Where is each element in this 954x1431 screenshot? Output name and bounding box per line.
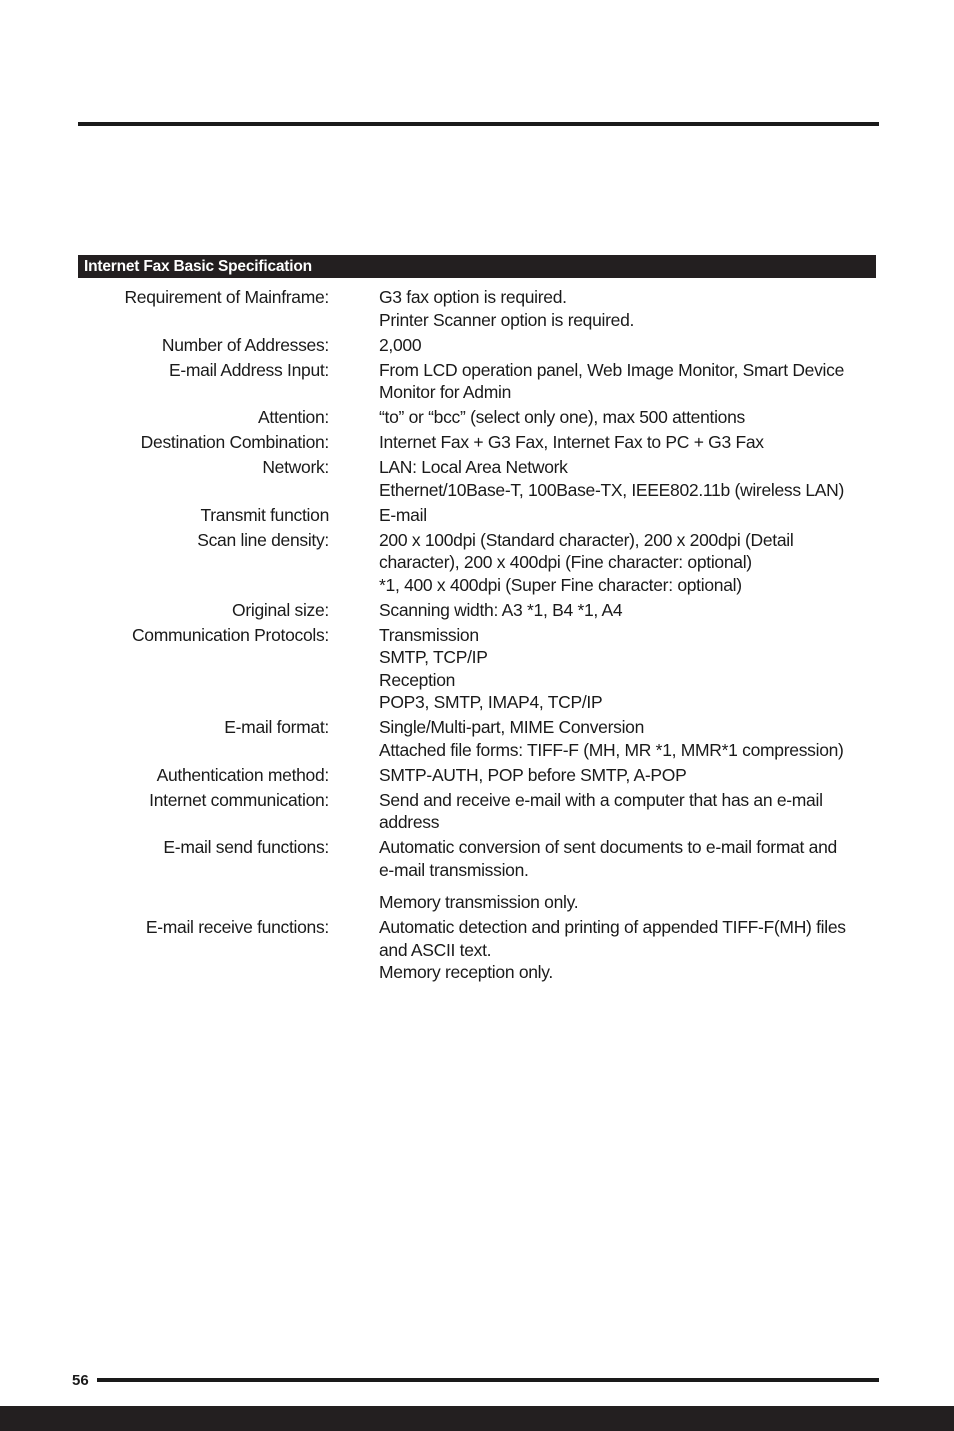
spec-label: E-mail Address Input: <box>168 359 329 380</box>
spec-value-line: LAN: Local Area Network <box>379 457 568 477</box>
spec-value-line: “to” or “bcc” (select only one), max 500 attentions <box>379 407 745 427</box>
spec-value-line: Memory reception only. <box>379 962 553 982</box>
spec-label: Scan line density: <box>197 529 329 550</box>
spec-label: Destination Combination: <box>140 432 329 452</box>
spec-row <box>78 334 878 357</box>
spec-value-line: e-mail transmission. <box>379 859 529 880</box>
spec-value-line: *1, 400 x 400dpi (Super Fine character: optional) <box>379 574 742 595</box>
spec-value-line: Attached file forms: TIFF-F (MH, MR *1, MMR*1 compression) <box>379 739 844 760</box>
spec-value-line: Automatic detection and printing of appended TIFF-F(MH) files <box>379 917 846 937</box>
spec-value-line: Memory transmission only. <box>379 892 579 912</box>
spec-row <box>78 431 878 454</box>
spec-value-line: and ASCII text. <box>379 939 492 960</box>
spec-row <box>78 504 878 527</box>
spec-value-line: POP3, SMTP, IMAP4, TCP/IP <box>379 692 603 712</box>
spec-label: Transmit function <box>200 504 329 525</box>
spec-value-line: SMTP, TCP/IP <box>379 647 488 667</box>
spec-value-line: Reception <box>379 669 456 690</box>
spec-row <box>78 836 878 914</box>
spec-row <box>78 359 878 404</box>
spec-label: Requirement of Mainframe: <box>124 287 329 307</box>
spec-row <box>78 624 878 714</box>
spec-value-line: From LCD operation panel, Web Image Monitor, Smart Device <box>379 359 845 380</box>
spec-value-line: 200 x 100dpi (Standard character), 200 x 200dpi (Detail <box>379 529 794 550</box>
spec-label: Number of Addresses: <box>161 334 329 355</box>
spec-label: Original size: <box>232 599 329 620</box>
header-rule <box>78 122 879 126</box>
spec-value-line: Transmission <box>379 624 479 645</box>
spec-value-line: address <box>379 812 440 832</box>
spec-label: E-mail send functions: <box>163 837 329 857</box>
spec-value <box>379 456 879 501</box>
spec-value <box>379 334 879 357</box>
spec-label: E-mail receive functions: <box>145 917 329 937</box>
section-title: Internet Fax Basic Specification <box>78 255 876 278</box>
spec-value <box>379 764 879 787</box>
spec-value-line: Ethernet/10Base-T, 100Base-TX, IEEE802.11b (wireless LAN) <box>379 479 845 500</box>
spec-value <box>379 716 879 761</box>
spec-value <box>379 789 879 834</box>
spec-value <box>379 431 879 454</box>
spec-label: Internet communication: <box>149 789 329 810</box>
spec-row <box>78 456 878 501</box>
footer-band <box>0 1406 954 1431</box>
spec-row <box>78 529 878 597</box>
page-number: 56 <box>72 1372 89 1389</box>
spec-row <box>78 764 878 787</box>
spec-label: Communication Protocols: <box>131 624 329 645</box>
spec-value <box>379 504 879 527</box>
spec-value <box>379 836 879 914</box>
spec-table <box>78 286 878 986</box>
spec-label: Attention: <box>258 407 329 427</box>
spec-value <box>379 624 879 714</box>
spec-value-line: Internet Fax + G3 Fax, Internet Fax to PC + G3 Fax <box>379 432 764 452</box>
spec-value <box>379 406 879 429</box>
spec-value <box>379 529 879 597</box>
footer-rule <box>97 1378 879 1382</box>
spec-value-line: Monitor for Admin <box>379 382 512 402</box>
spec-label: E-mail format: <box>224 717 329 737</box>
spec-value-line: Printer Scanner option is required. <box>379 309 635 330</box>
spec-value-line: E-mail <box>379 504 427 525</box>
spec-value-line: G3 fax option is required. <box>379 287 567 307</box>
spec-value <box>379 359 879 404</box>
spec-value-line: 2,000 <box>379 334 422 355</box>
spec-label: Authentication method: <box>156 764 329 785</box>
spec-value-line: Single/Multi-part, MIME Conversion <box>379 717 645 737</box>
spec-value <box>379 916 879 984</box>
spec-value-line: character), 200 x 400dpi (Fine character: optional) <box>379 552 752 572</box>
spec-label: Network: <box>262 457 329 477</box>
spec-value-line: Automatic conversion of sent documents to e-mail format and <box>379 837 837 857</box>
spec-value-line: Scanning width: A3 *1, B4 *1, A4 <box>379 599 623 620</box>
spec-row <box>78 286 878 331</box>
spec-row <box>78 406 878 429</box>
spec-row <box>78 716 878 761</box>
spec-row <box>78 789 878 834</box>
spec-value <box>379 599 879 622</box>
spec-row <box>78 599 878 622</box>
spec-value <box>379 286 879 331</box>
spec-value-line: Send and receive e-mail with a computer that has an e-mail <box>379 789 823 810</box>
spec-row <box>78 916 878 984</box>
spec-value-line: SMTP-AUTH, POP before SMTP, A-POP <box>379 764 687 785</box>
